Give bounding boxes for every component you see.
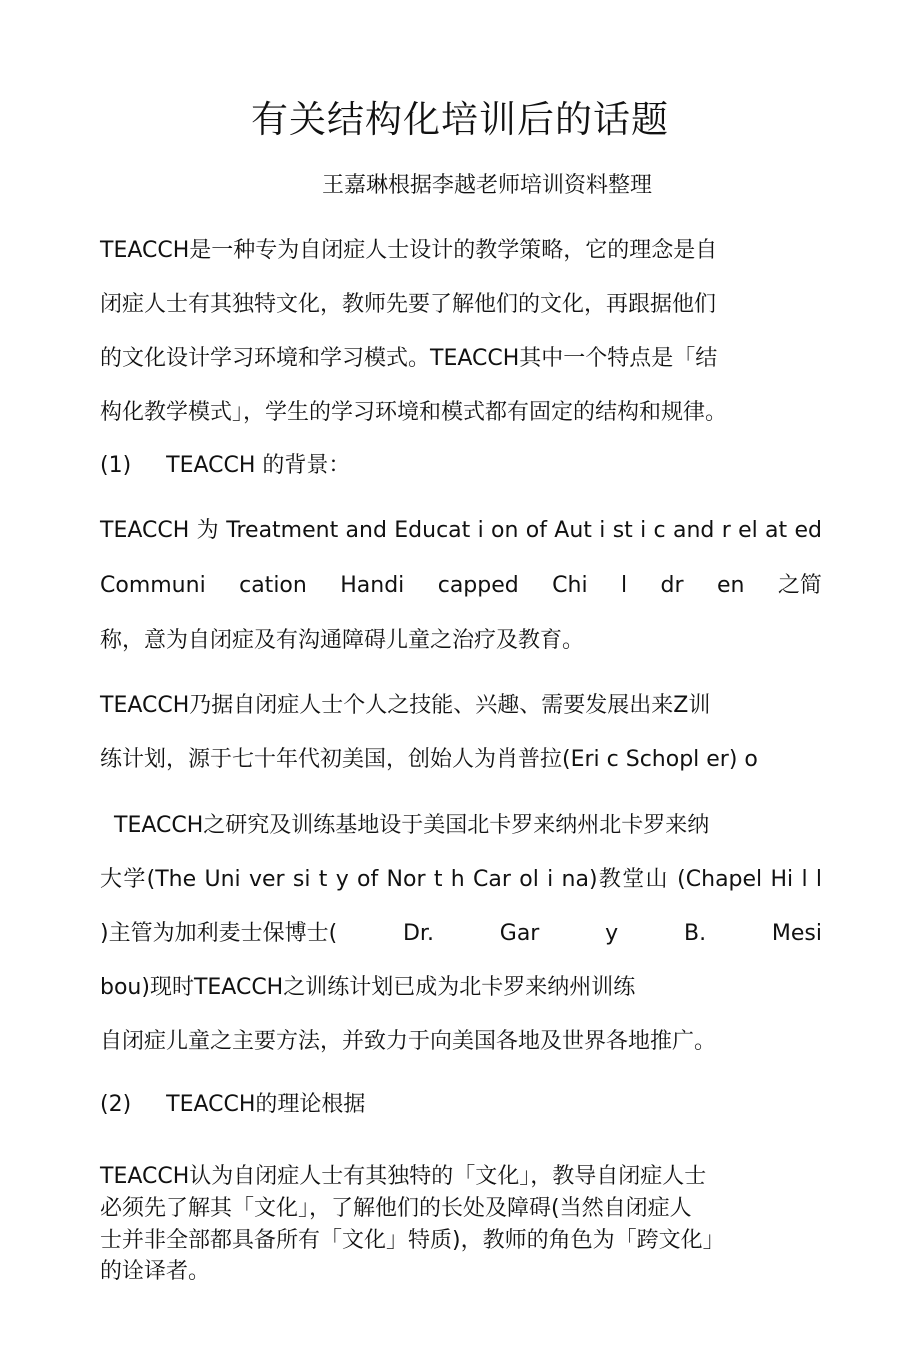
section-1-heading: (1) TEACCH 的背景： [100,453,351,478]
word: Dr. [402,921,434,946]
word: capped [437,573,519,598]
section-1-spaced-line [100,571,822,601]
section-2-heading: (2) TEACCH的理论根据 [100,1092,366,1117]
section-2-line: TEACCH认为自闭症人士有其独特的「文化」，教导自闭症人士 [100,1164,707,1189]
section-1-line: 自闭症儿童之主要方法，并致力于向美国各地及世界各地推广。 [100,1029,717,1054]
intro-line: TEACCH是一种专为自闭症人士设计的教学策略，它的理念是自 [100,238,718,263]
intro-line: 的文化设计学习环境和学习模式。TEACCH其中一个特点是「结 [100,346,718,371]
section-2-line: 士并非全部都具备所有「文化」特质)，教师的角色为「跨文化」 [100,1228,725,1253]
word: cation [239,573,307,598]
word: y [605,921,619,946]
section-1-line: 大学(The Uni ver si t y of Nor t h Car ol i na)教堂山 (Chapel Hi l l [100,867,822,892]
section-1-line: 称，意为自闭症及有沟通障碍儿童之治疗及教育。 [100,628,585,653]
word: dr [660,573,684,598]
section-2-line: 的诠译者。 [100,1259,211,1284]
word: 之简 [777,573,822,598]
word: Gar [499,921,540,946]
section-1-line: TEACCH之研究及训练基地设于美国北卡罗来纳州北卡罗来纳 [114,813,710,838]
word: Chi [552,573,588,598]
document-subtitle: 王嘉琳根据李越老师培训资料整理 [322,173,653,198]
word: Handi [340,573,405,598]
section-1-line: TEACCH 为 Treatment and Educat i on of Aut i st i c and r el at ed [100,518,822,543]
section-1-line: 练计划，源于七十年代初美国，创始人为肖普拉(Eri c Schopl er) o [100,747,758,772]
intro-line: 闭症人士有其独特文化，教师先要了解他们的文化，再跟据他们 [100,292,717,317]
document-title: 有关结构化培训后的话题 [251,98,669,141]
intro-line: 构化教学模式」，学生的学习环境和模式都有固定的结构和规律。 [100,400,728,425]
section-1-line: bou)现时TEACCH之训练计划已成为北卡罗来纳州训练 [100,975,636,1000]
section-1-line: TEACCH乃据自闭症人士个人之技能、兴趣、需要发展出来Z训 [100,693,711,718]
section-2-line: 必须先了解其「文化」，了解他们的长处及障碍(当然自闭症人 [100,1196,692,1221]
word: en [716,573,745,598]
word: l [621,573,628,598]
word: )主管为加利麦士保博士( [100,921,338,946]
word: Communi [100,573,206,598]
word: Mesi [771,921,822,946]
word: B. [684,921,707,946]
section-1-spaced-line [100,919,822,949]
